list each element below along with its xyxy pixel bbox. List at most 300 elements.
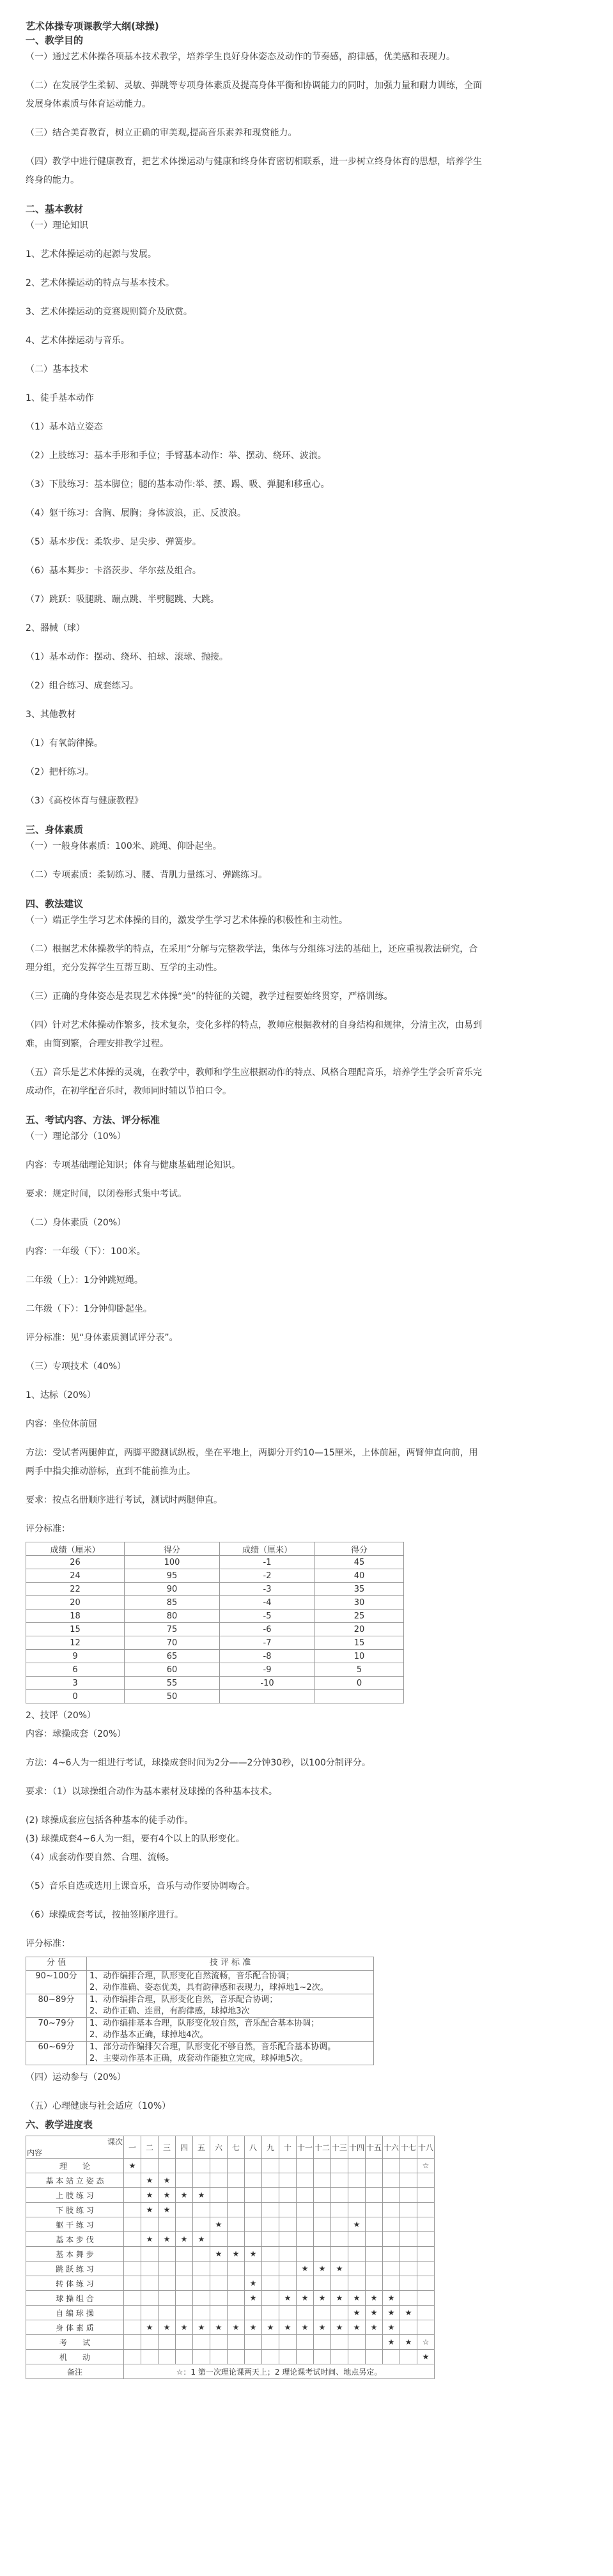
list-item: （6）基本舞步：卡洛茨步、华尔兹及组合。 [26, 566, 201, 576]
schedule-mark [314, 2335, 331, 2350]
table-cell: -8 [220, 1650, 315, 1663]
table-cell: -4 [220, 1596, 315, 1610]
schedule-mark [331, 2232, 348, 2247]
schedule-mark [314, 2173, 331, 2188]
table-header-cell: 得分 [125, 1542, 220, 1556]
table-cell: 40 [315, 1569, 404, 1583]
schedule-mark: ★ [297, 2291, 314, 2306]
table-row [26, 1994, 374, 2018]
schedule-mark [383, 2173, 400, 2188]
table-row [26, 2291, 435, 2306]
schedule-mark [124, 2335, 141, 2350]
paragraph: （五）心理健康与社会适应（10%） [26, 2101, 171, 2111]
schedule-mark: ☆ [417, 2159, 435, 2173]
schedule-mark [245, 2173, 262, 2188]
schedule-mark [245, 2335, 262, 2350]
schedule-mark: ★ [193, 2188, 210, 2203]
paragraph: 内容：球操成套（20%） [26, 1729, 127, 1739]
table-cell: -9 [220, 1663, 315, 1677]
schedule-mark [210, 2203, 228, 2217]
note-label: 备注 [26, 2364, 124, 2379]
schedule-mark [348, 2159, 366, 2173]
paragraph: （三）专项技术（40%） [26, 1362, 127, 1372]
week-header: 十五 [366, 2136, 383, 2159]
table-row [26, 1569, 404, 1583]
schedule-mark [383, 2203, 400, 2217]
schedule-mark [331, 2350, 348, 2364]
schedule-mark [417, 2217, 435, 2232]
schedule-mark: ★ [383, 2306, 400, 2320]
schedule-mark [262, 2173, 279, 2188]
schedule-mark [348, 2247, 366, 2262]
list-item: 1、徒手基本动作 [26, 393, 94, 403]
schedule-mark [210, 2159, 228, 2173]
schedule-mark [141, 2350, 159, 2364]
subheading: （二）基本技术 [26, 364, 88, 375]
list-item: 2、器械（球） [26, 623, 85, 633]
table-row [26, 2232, 435, 2247]
schedule-mark [193, 2203, 210, 2217]
schedule-mark [366, 2217, 383, 2232]
table-header-cell: 分 值 [26, 1957, 87, 1971]
table-cell: 12 [26, 1636, 125, 1650]
schedule-mark [297, 2335, 314, 2350]
paragraph: 评分标准：见“身体素质测试评分表”。 [26, 1333, 178, 1343]
row-label: 自 编 球 操 [26, 2306, 124, 2320]
table-row [26, 1596, 404, 1610]
schedule-mark [228, 2217, 245, 2232]
list-item: （2）组合练习、成套练习。 [26, 681, 139, 691]
schedule-mark: ★ [348, 2291, 366, 2306]
table-cell: 0 [315, 1677, 404, 1690]
schedule-mark [124, 2306, 141, 2320]
paragraph: 内容：坐位体前屈 [26, 1419, 97, 1429]
paragraph: （四）运动参与（20%） [26, 2072, 127, 2083]
schedule-mark [210, 2188, 228, 2203]
schedule-mark [141, 2247, 159, 2262]
document [26, 0, 601, 2379]
week-header: 十一 [297, 2136, 314, 2159]
schedule-mark [159, 2217, 176, 2232]
schedule-mark: ★ [193, 2232, 210, 2247]
schedule-mark: ★ [141, 2232, 159, 2247]
schedule-mark [279, 2173, 297, 2188]
schedule-mark [228, 2262, 245, 2276]
schedule-mark [314, 2203, 331, 2217]
schedule-mark [245, 2306, 262, 2320]
table-cell: 6 [26, 1663, 125, 1677]
row-label: 理 论 [26, 2159, 124, 2173]
schedule-mark [366, 2276, 383, 2291]
schedule-mark [262, 2203, 279, 2217]
schedule-mark [297, 2232, 314, 2247]
week-header: 十三 [331, 2136, 348, 2159]
schedule-mark: ★ [210, 2320, 228, 2335]
schedule-mark [193, 2276, 210, 2291]
schedule-mark: ★ [176, 2232, 193, 2247]
schedule-mark [193, 2173, 210, 2188]
schedule-mark [400, 2262, 417, 2276]
schedule-mark: ★ [141, 2173, 159, 2188]
paragraph: 二年级（上）：1分钟跳短绳。 [26, 1275, 143, 1285]
schedule-mark [176, 2262, 193, 2276]
schedule-mark [262, 2262, 279, 2276]
schedule-mark [210, 2173, 228, 2188]
schedule-mark [245, 2350, 262, 2364]
schedule-mark [348, 2188, 366, 2203]
schedule-mark: ★ [159, 2173, 176, 2188]
schedule-mark [159, 2247, 176, 2262]
table-row [26, 2173, 435, 2188]
grade-range: 70~79分 [26, 2018, 87, 2042]
paragraph: （6）球操成套考试，按抽签顺序进行。 [26, 1910, 183, 1920]
schedule-mark [262, 2247, 279, 2262]
schedule-mark [176, 2173, 193, 2188]
schedule-mark [417, 2247, 435, 2262]
table-cell: 45 [315, 1556, 404, 1569]
criteria-line: 1、部分动作编排欠合理，队形变化不够自然，音乐配合基本协调。 [89, 2042, 336, 2052]
week-header: 一 [124, 2136, 141, 2159]
table-row [26, 2306, 435, 2320]
schedule-mark [193, 2306, 210, 2320]
schedule-mark [210, 2232, 228, 2247]
schedule-mark [245, 2232, 262, 2247]
schedule-mark [297, 2350, 314, 2364]
schedule-mark: ★ [141, 2203, 159, 2217]
schedule-mark: ★ [366, 2291, 383, 2306]
criteria-line: 1、动作编排基本合理，队形变化较自然，音乐配合基本协调； [89, 2019, 320, 2028]
corner-bottom: 内容 [27, 2148, 43, 2157]
schedule-mark [193, 2247, 210, 2262]
schedule-mark: ★ [366, 2320, 383, 2335]
schedule-mark [262, 2217, 279, 2232]
schedule-mark: ★ [383, 2320, 400, 2335]
schedule-mark [159, 2262, 176, 2276]
schedule-mark: ★ [331, 2291, 348, 2306]
schedule-mark [228, 2159, 245, 2173]
schedule-mark [193, 2291, 210, 2306]
schedule-mark [417, 2262, 435, 2276]
table-row [26, 2042, 374, 2065]
paragraph: （一）理论部分（10%） [26, 1131, 127, 1142]
schedule-mark: ★ [297, 2320, 314, 2335]
schedule-mark [262, 2159, 279, 2173]
schedule-mark [314, 2247, 331, 2262]
schedule-mark [193, 2335, 210, 2350]
schedule-mark [366, 2247, 383, 2262]
schedule-mark: ★ [383, 2335, 400, 2350]
table-cell: 5 [315, 1663, 404, 1677]
week-header: 四 [176, 2136, 193, 2159]
week-header: 十六 [383, 2136, 400, 2159]
schedule-mark: ★ [141, 2320, 159, 2335]
schedule-mark [176, 2276, 193, 2291]
table-cell [220, 1690, 315, 1703]
schedule-mark [176, 2335, 193, 2350]
schedule-mark [331, 2173, 348, 2188]
schedule-mark [176, 2247, 193, 2262]
schedule-mark: ★ [159, 2203, 176, 2217]
schedule-mark [141, 2276, 159, 2291]
schedule-mark [141, 2159, 159, 2173]
grade-criteria [87, 1971, 374, 1994]
schedule-mark: ★ [348, 2306, 366, 2320]
list-item: （2）把杆练习。 [26, 767, 94, 777]
corner-top: 课次 [107, 2138, 123, 2146]
list-item: （5）基本步伐：柔软步、足尖步、弹簧步。 [26, 537, 201, 547]
schedule-mark [210, 2350, 228, 2364]
grade-criteria [87, 1994, 374, 2018]
schedule-mark [210, 2276, 228, 2291]
note-text: ☆：1 第一次理论课两天上；2 理论课考试时间、地点另定。 [124, 2364, 435, 2379]
schedule-mark [262, 2350, 279, 2364]
row-label: 机 动 [26, 2350, 124, 2364]
table-row [26, 1650, 404, 1663]
schedule-mark: ★ [314, 2291, 331, 2306]
schedule-mark [262, 2232, 279, 2247]
schedule-mark: ★ [193, 2320, 210, 2335]
paragraph: （三）结合美育教育，树立正确的审美观,提高音乐素养和现赏能力。 [26, 128, 297, 138]
list-item: （1）基本站立姿态 [26, 422, 103, 432]
paragraph: 理分组，充分发挥学生互帮互助、互学的主动性。 [26, 963, 222, 973]
schedule-mark [159, 2335, 176, 2350]
schedule-mark [348, 2173, 366, 2188]
schedule-mark [400, 2276, 417, 2291]
schedule-mark [279, 2188, 297, 2203]
list-item: （7）跳跃：吸腿跳、蹦点跳、半劈腿跳、大跳。 [26, 594, 219, 605]
table-cell: 22 [26, 1583, 125, 1596]
schedule-mark [176, 2291, 193, 2306]
table-cell: 9 [26, 1650, 125, 1663]
paragraph: （4）成套动作要自然、合理、流畅。 [26, 1852, 175, 1863]
table-cell: 75 [125, 1623, 220, 1636]
schedule-mark [400, 2173, 417, 2188]
schedule-mark [228, 2291, 245, 2306]
table-row [26, 1663, 404, 1677]
schedule-mark: ★ [348, 2320, 366, 2335]
schedule-mark [417, 2203, 435, 2217]
subheading: （一）理论知识 [26, 221, 88, 231]
table-cell: 50 [125, 1690, 220, 1703]
table-header-cell: 技 评 标 准 [87, 1957, 374, 1971]
table-cell: 35 [315, 1583, 404, 1596]
paragraph: 方法：4~6人为一组进行考试，球操成套时间为2分——2分钟30秒，以100分制评分。 [26, 1758, 371, 1768]
table-cell: 30 [315, 1596, 404, 1610]
schedule-mark: ★ [366, 2306, 383, 2320]
table-row [26, 2188, 435, 2203]
list-item: （3）《高校体育与健康教程》 [26, 796, 143, 806]
table-cell: 26 [26, 1556, 125, 1569]
schedule-mark [245, 2159, 262, 2173]
schedule-mark [124, 2291, 141, 2306]
row-label: 转 体 练 习 [26, 2276, 124, 2291]
paragraph: （四）教学中进行健康教育，把艺术体操运动与健康和终身体育密切相联系，进一步树立终身体育的思想，培养学生 [26, 157, 482, 167]
schedule-mark [383, 2276, 400, 2291]
paragraph: (2) 球操成套应包括各种基本的徒手动作。 [26, 1815, 194, 1826]
schedule-mark: ★ [279, 2291, 297, 2306]
table-cell: 95 [125, 1569, 220, 1583]
schedule-mark [383, 2159, 400, 2173]
grade-criteria [87, 2042, 374, 2065]
week-header: 三 [159, 2136, 176, 2159]
paragraph: 成动作，在初学配音乐时，教师同时辅以节拍口令。 [26, 1086, 231, 1096]
criteria-line: 1、动作编排合理，队形变化自然，音乐配合协调； [89, 1995, 278, 2005]
grade-criteria [87, 2018, 374, 2042]
week-header: 十八 [417, 2136, 435, 2159]
table-cell: -2 [220, 1569, 315, 1583]
score-table [26, 1542, 404, 1703]
paragraph: （三）正确的身体姿态是表现艺术体操“美”的特征的关键，教学过程要始终贯穿，严格训练。 [26, 991, 393, 1002]
schedule-mark [417, 2173, 435, 2188]
schedule-mark [348, 2232, 366, 2247]
schedule-mark [159, 2350, 176, 2364]
row-label: 球 操 组 合 [26, 2291, 124, 2306]
table-cell: 0 [26, 1690, 125, 1703]
week-header: 十七 [400, 2136, 417, 2159]
paragraph: 难，由简到繁，合理安排教学过程。 [26, 1039, 169, 1049]
schedule-mark [141, 2262, 159, 2276]
schedule-mark [279, 2203, 297, 2217]
paragraph: （5）音乐自选或选用上课音乐，音乐与动作要协调吻合。 [26, 1881, 255, 1891]
table-row [26, 1623, 404, 1636]
criteria-line: 2、动作基本正确，球掉地4次。 [89, 2030, 208, 2040]
paragraph: 内容：专项基础理论知识；体育与健康基础理论知识。 [26, 1160, 240, 1170]
schedule-mark [193, 2262, 210, 2276]
table-row [26, 1556, 404, 1569]
schedule-mark [124, 2276, 141, 2291]
schedule-mark [366, 2350, 383, 2364]
schedule-mark [297, 2306, 314, 2320]
schedule-mark [228, 2350, 245, 2364]
table-cell: -6 [220, 1623, 315, 1636]
table-cell: -5 [220, 1610, 315, 1623]
schedule-mark [279, 2262, 297, 2276]
schedule-mark [279, 2350, 297, 2364]
schedule-mark [210, 2335, 228, 2350]
schedule-mark [124, 2188, 141, 2203]
schedule-mark [124, 2247, 141, 2262]
schedule-mark [141, 2291, 159, 2306]
week-header: 六 [210, 2136, 228, 2159]
list-item: 3、艺术体操运动的竞赛规则简介及欣赏。 [26, 307, 192, 317]
schedule-mark [124, 2217, 141, 2232]
schedule-mark [417, 2188, 435, 2203]
schedule-mark [400, 2232, 417, 2247]
table-row [26, 2203, 435, 2217]
table-cell: 25 [315, 1610, 404, 1623]
schedule-mark [279, 2335, 297, 2350]
paragraph: （二）在发展学生柔韧、灵敏、弹跳等专项身体素质及提高身体平衡和协调能力的同时，加强力量和耐力训练，全面 [26, 81, 482, 91]
table-cell: 10 [315, 1650, 404, 1663]
grade-range: 60~69分 [26, 2042, 87, 2065]
schedule-mark [279, 2276, 297, 2291]
section-heading: 一、教学目的 [26, 35, 84, 46]
schedule-mark [262, 2291, 279, 2306]
section-heading: 四、教法建议 [26, 898, 84, 910]
schedule-mark [366, 2173, 383, 2188]
schedule-mark [331, 2247, 348, 2262]
row-label: 基 本 步 伐 [26, 2232, 124, 2247]
schedule-mark [124, 2232, 141, 2247]
criteria-line: 2、主要动作基本正确，成套动作能独立完成，球掉地5次。 [89, 2054, 308, 2063]
week-header: 十四 [348, 2136, 366, 2159]
schedule-mark [383, 2350, 400, 2364]
paragraph: 要求：规定时间，以闭卷形式集中考试。 [26, 1189, 187, 1199]
week-header: 九 [262, 2136, 279, 2159]
paragraph: 终身的能力。 [26, 175, 79, 185]
schedule-mark [210, 2306, 228, 2320]
schedule-mark [314, 2159, 331, 2173]
schedule-mark [176, 2203, 193, 2217]
schedule-mark: ★ [417, 2350, 435, 2364]
schedule-mark [176, 2306, 193, 2320]
table-cell: 18 [26, 1610, 125, 1623]
schedule-mark [400, 2291, 417, 2306]
table-row [26, 1636, 404, 1650]
schedule-mark [124, 2350, 141, 2364]
grade-range: 80~89分 [26, 1994, 87, 2018]
schedule-mark [366, 2232, 383, 2247]
paragraph: 1、达标（20%） [26, 1390, 97, 1401]
schedule-mark [297, 2276, 314, 2291]
list-item: （1）有氧韵律操。 [26, 738, 103, 749]
table-cell: 70 [125, 1636, 220, 1650]
table-header-cell: 得分 [315, 1542, 404, 1556]
schedule-mark [400, 2203, 417, 2217]
schedule-mark: ★ [279, 2320, 297, 2335]
table-cell [315, 1690, 404, 1703]
table-row [26, 2018, 374, 2042]
schedule-mark [297, 2173, 314, 2188]
schedule-mark [417, 2320, 435, 2335]
schedule-mark: ★ [297, 2262, 314, 2276]
schedule-mark [245, 2262, 262, 2276]
schedule-mark: ★ [124, 2159, 141, 2173]
schedule-mark [417, 2306, 435, 2320]
schedule-mark [400, 2159, 417, 2173]
table-row [26, 1610, 404, 1623]
row-label: 跳 跃 练 习 [26, 2262, 124, 2276]
schedule-mark: ★ [245, 2247, 262, 2262]
schedule-mark [383, 2232, 400, 2247]
schedule-mark [383, 2247, 400, 2262]
week-header: 七 [228, 2136, 245, 2159]
schedule-mark: ★ [262, 2320, 279, 2335]
week-header: 十 [279, 2136, 297, 2159]
note-row [26, 2364, 435, 2379]
table-cell: 80 [125, 1610, 220, 1623]
schedule-mark [279, 2232, 297, 2247]
schedule-mark [348, 2350, 366, 2364]
row-label: 身 体 素 质 [26, 2320, 124, 2335]
row-label: 躯 干 练 习 [26, 2217, 124, 2232]
schedule-mark [400, 2188, 417, 2203]
table-row [26, 2276, 435, 2291]
schedule-mark [366, 2159, 383, 2173]
schedule-mark [228, 2188, 245, 2203]
schedule-mark [124, 2262, 141, 2276]
table-label: 评分标准： [26, 1524, 70, 1534]
schedule-mark [366, 2335, 383, 2350]
list-item: （一）一般身体素质：100米、跳绳、仰卧起坐。 [26, 841, 222, 851]
criteria-line: 2、动作准确、姿态优美，具有韵律感和表现力，球掉地1~2次。 [89, 1983, 329, 1992]
schedule-mark [297, 2247, 314, 2262]
schedule-mark: ★ [314, 2320, 331, 2335]
schedule-mark [279, 2247, 297, 2262]
schedule-mark [314, 2276, 331, 2291]
week-header: 二 [141, 2136, 159, 2159]
table-row [26, 1971, 374, 1994]
